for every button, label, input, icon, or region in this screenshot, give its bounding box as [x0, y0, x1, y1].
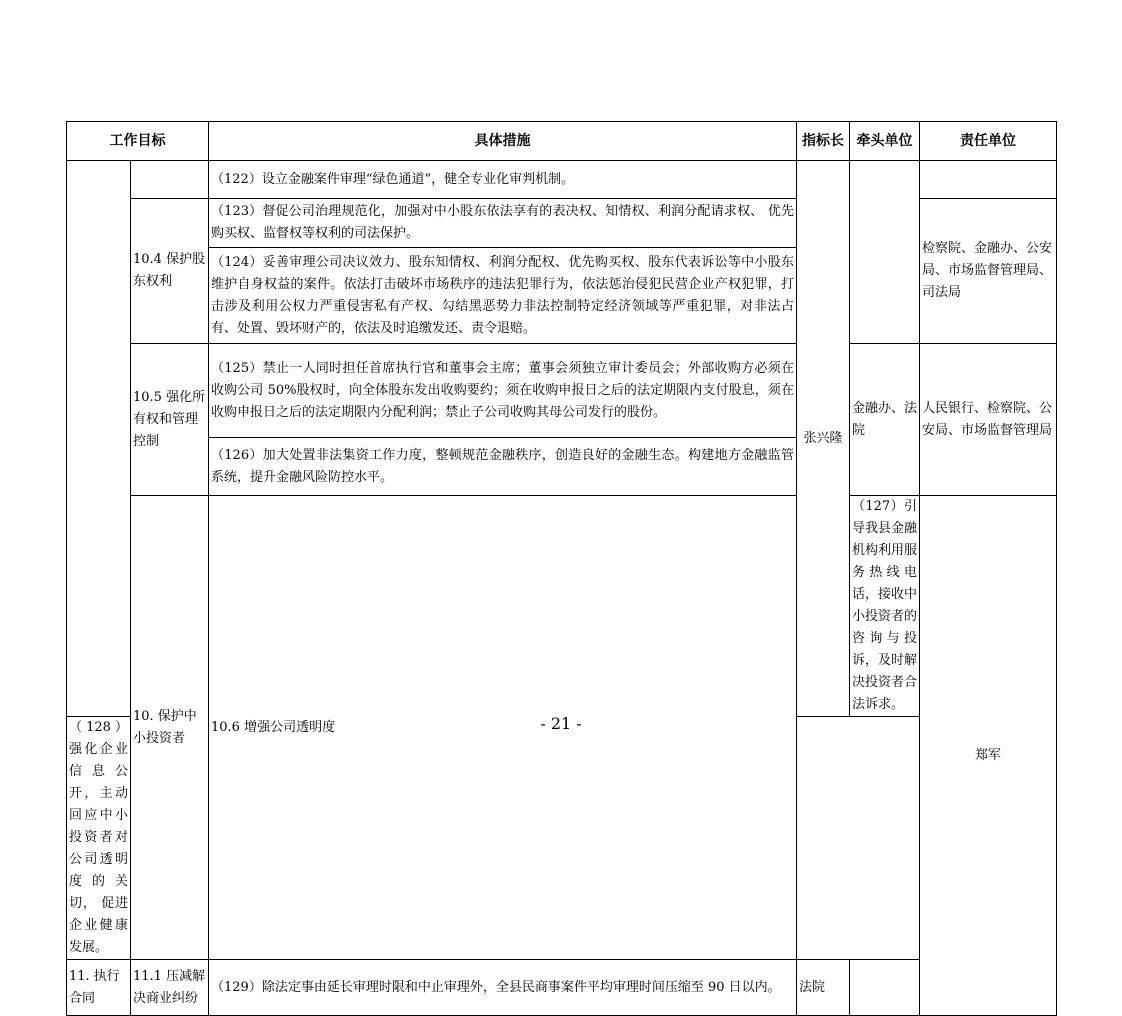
measure-129: （129）除法定事由延长审理时限和中止审理外，全县民商事案件平均审理时间压缩至 90 日以内。: [209, 960, 797, 1016]
measure-127: （127）引导我县金融机构利用服务热线电话，接收中小投资者的咨询与投诉，及时解决投资者合法诉求。: [850, 496, 920, 717]
measure-128: （128）强化企业信息公开，主动回应中小投资者对公司透明度的关切， 促进企业健康发展。: [67, 717, 131, 960]
lead-unit-c: 法院: [797, 960, 850, 1016]
goal-10: 10. 保护中小投资者: [131, 496, 209, 960]
subgoal-cell-empty: [131, 161, 209, 199]
measure-125: （125）禁止一人同时担任首席执行官和董事会主席；董事会须独立审计委员会；外部收购方必须在收购公司 50%股权时，向全体股东发出收购要约；须在收购申报日之后的法定期限内支付股息，须在收购申报日之后的法定期限内分配利润；禁止子公司收购其母公司发行的股份。: [209, 344, 797, 438]
header-goal: 工作目标: [67, 122, 209, 161]
table-row: [67, 960, 1057, 1016]
header-measures: 具体措施: [209, 122, 797, 161]
header-resp-unit: 责任单位: [920, 122, 1057, 161]
table-header-row: [67, 122, 1057, 161]
lead-unit-empty: [850, 161, 920, 344]
header-lead: 指标长: [797, 122, 850, 161]
measure-124: （124）妥善审理公司决议效力、股东知情权、利润分配权、优先购买权、股东代表诉讼等中小股东维护自身权益的案件。依法打击破坏市场秩序的违法犯罪行为，依法惩治侵犯民营企业产权犯罪，打击涉及利用公权力严重侵害私有产权、勾结黑恶势力非法控制特定经济领域等严重犯罪，对非法占有、处置、毁坏财产的，依法及时追缴发还、责令退赔。: [209, 248, 797, 344]
table-row: [67, 496, 1057, 717]
subgoal-10-4: 10.4 保护股东权利: [131, 199, 209, 344]
goal-cell-empty: [67, 161, 131, 717]
measure-123: （123）督促公司治理规范化，加强对中小股东依法享有的表决权、知情权、利润分配请求权、 优先购买权、监督权等权利的司法保护。: [209, 199, 797, 248]
measures-table: [66, 121, 1057, 1016]
lead-unit-a: 金融办、法院: [850, 344, 920, 496]
lead-zheng: 郑军: [920, 496, 1057, 1016]
measure-122: （122）设立金融案件审理“绿色通道”，健全专业化审判机制。: [209, 161, 797, 199]
resp-unit-a: 检察院、金融办、公安局、市场监督管理局、司法局: [920, 199, 1057, 344]
resp-unit-b: 人民银行、检察院、公安局、市场监督管理局: [920, 344, 1057, 496]
lead-zhang: 张兴隆: [797, 161, 850, 717]
header-lead-unit: 牵头单位: [850, 122, 920, 161]
subgoal-10-5: 10.5 强化所有权和管理控制: [131, 344, 209, 496]
subgoal-11-1: 11.1 压减解决商业纠纷: [131, 960, 209, 1016]
measure-126: （126）加大处置非法集资工作力度，整顿规范金融秩序，创造良好的金融生态。构建地方金融监管系统，提升金融风险防控水平。: [209, 438, 797, 496]
resp-unit-empty: [920, 161, 1057, 199]
subgoal-10-6: 10.6 增强公司透明度: [209, 496, 797, 960]
table-row: [67, 161, 1057, 199]
table-row: [67, 344, 1057, 438]
resp-unit-empty-2: [850, 960, 920, 1016]
goal-11: 11. 执行合同: [67, 960, 131, 1016]
page-number: - 21 -: [540, 714, 582, 733]
